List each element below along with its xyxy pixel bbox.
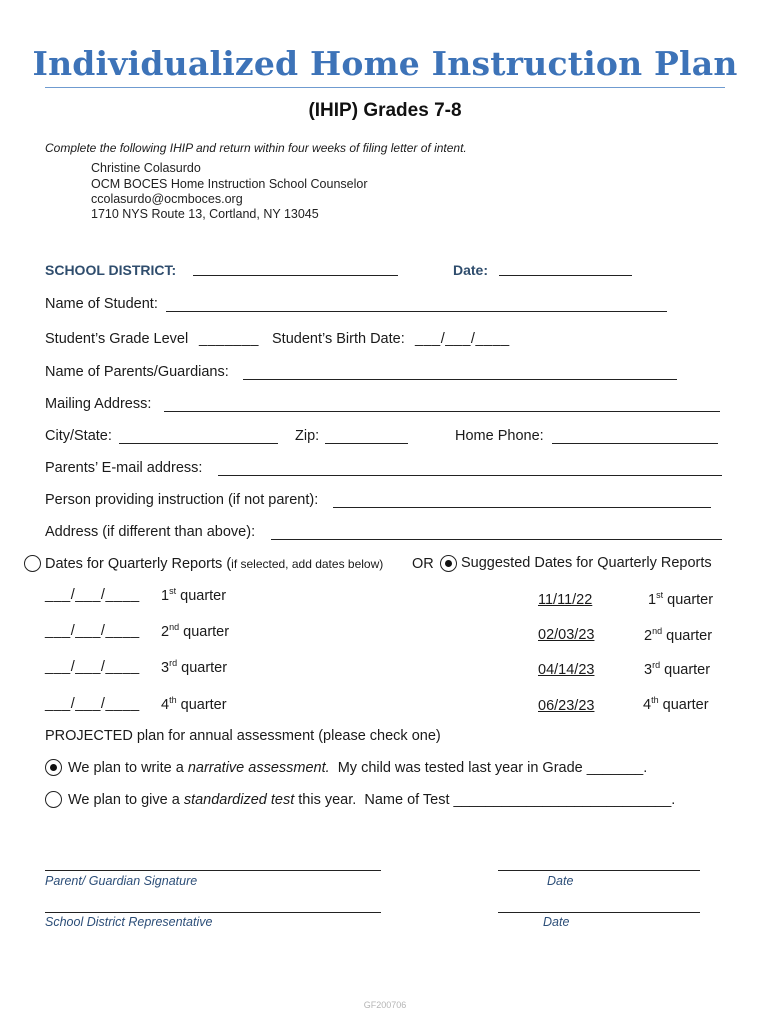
q3-label <box>161 658 227 676</box>
q2-suggested-date: 02/03/23 <box>538 627 595 643</box>
page-subtitle: (IHIP) Grades 7-8 <box>308 100 462 121</box>
q4-label <box>161 695 227 713</box>
q2-s-suffix: nd <box>652 626 663 636</box>
q3-suggested-label <box>644 660 710 678</box>
grade-level-label: Student’s Grade Level <box>45 331 189 347</box>
q1-s-num: 1 <box>648 591 657 608</box>
student-name-field[interactable] <box>166 311 667 312</box>
standardized-pre: We plan to give a <box>68 792 184 808</box>
parents-label: Name of Parents/Guardians: <box>45 364 229 380</box>
q1-num: 1 <box>161 587 170 604</box>
q4-suggested-date: 06/23/23 <box>538 698 595 714</box>
contact-address: 1710 NYS Route 13, Cortland, NY 13045 <box>91 207 319 221</box>
q1-label <box>161 586 226 604</box>
city-state-field[interactable] <box>119 443 278 444</box>
q1-s-suffix: st <box>656 590 664 600</box>
narrative-em: narrative assessment. <box>187 760 330 776</box>
q4-date-field[interactable]: ___/___/____ <box>45 696 140 712</box>
contact-email: ccolasurdo@ocmboces.org <box>91 192 243 206</box>
date-field[interactable] <box>499 275 632 276</box>
parents-email-field[interactable] <box>218 475 722 476</box>
contact-role: OCM BOCES Home Instruction School Counselor <box>91 177 368 191</box>
custom-dates-text: Dates for Quarterly Reports ( <box>45 556 232 572</box>
district-date-field[interactable] <box>498 912 700 913</box>
mailing-address-field[interactable] <box>164 411 720 412</box>
title-divider <box>45 87 725 88</box>
q4-s-word: quarter <box>662 696 709 713</box>
school-district-field[interactable] <box>193 275 398 276</box>
standardized-test-label <box>68 792 675 808</box>
mailing-address-label: Mailing Address: <box>45 396 152 412</box>
district-date-label: Date <box>543 915 570 929</box>
custom-dates-note: if selected, add dates below) <box>231 557 384 571</box>
q3-s-word: quarter <box>664 661 711 678</box>
assessment-heading: PROJECTED plan for annual assessment (please check one) <box>45 728 441 744</box>
custom-dates-radio[interactable] <box>24 555 41 572</box>
suggested-dates-radio-dot <box>445 560 452 567</box>
q2-suffix: nd <box>169 622 180 632</box>
birth-date-label: Student’s Birth Date: <box>272 331 405 347</box>
parent-date-field[interactable] <box>498 870 700 871</box>
q1-date-field[interactable]: ___/___/____ <box>45 587 140 603</box>
city-state-label: City/State: <box>45 428 112 444</box>
q3-word: quarter <box>181 659 228 676</box>
q3-suggested-date: 04/14/23 <box>538 662 595 678</box>
home-phone-label: Home Phone: <box>455 428 544 444</box>
q4-word: quarter <box>180 696 227 713</box>
standardized-test-radio[interactable] <box>45 791 62 808</box>
q1-word: quarter <box>180 587 227 604</box>
page-title: Individualized Home Instruction Plan <box>32 44 738 83</box>
parent-signature-label: Parent/ Guardian Signature <box>45 874 198 888</box>
q3-date-field[interactable]: ___/___/____ <box>45 659 140 675</box>
suggested-dates-radio[interactable] <box>440 555 457 572</box>
parent-date-label: Date <box>547 874 574 888</box>
zip-label: Zip: <box>295 428 320 444</box>
zip-field[interactable] <box>325 443 408 444</box>
q1-suggested-label <box>648 590 713 608</box>
student-name-label: Name of Student: <box>45 296 158 312</box>
date-label: Date: <box>453 262 489 278</box>
narrative-assessment-label <box>68 760 647 776</box>
q4-s-num: 4 <box>643 696 652 713</box>
q4-s-suffix: th <box>651 695 659 705</box>
q4-suffix: th <box>169 695 177 705</box>
standardized-post: this year. Name of Test ___________________________. <box>294 792 676 808</box>
q2-date-field[interactable]: ___/___/____ <box>45 623 140 639</box>
standardized-em: standardized test <box>183 792 295 808</box>
narrative-post: My child was tested last year in Grade _______. <box>329 760 648 776</box>
district-signature-field[interactable] <box>45 912 381 913</box>
q1-suggested-date: 11/11/22 <box>538 592 593 608</box>
parents-field[interactable] <box>243 379 677 380</box>
contact-name: Christine Colasurdo <box>91 161 201 175</box>
q4-num: 4 <box>161 696 170 713</box>
q2-word: quarter <box>183 623 230 640</box>
instructions-text: Complete the following IHIP and return within four weeks of filing letter of intent. <box>45 141 467 155</box>
q2-label <box>161 622 229 640</box>
instructor-field[interactable] <box>333 507 711 508</box>
q1-s-word: quarter <box>667 591 714 608</box>
parents-email-label: Parents’ E-mail address: <box>45 460 203 476</box>
district-signature-label: School District Representative <box>45 915 213 929</box>
home-phone-field[interactable] <box>552 443 718 444</box>
q3-num: 3 <box>161 659 170 676</box>
q3-s-num: 3 <box>644 661 653 678</box>
q2-suggested-label <box>644 626 712 644</box>
narrative-assessment-radio[interactable] <box>45 759 62 776</box>
alt-address-field[interactable] <box>271 539 722 540</box>
school-district-label: SCHOOL DISTRICT: <box>45 262 177 278</box>
q2-s-word: quarter <box>666 627 713 644</box>
q4-suggested-label <box>643 695 709 713</box>
q1-suffix: st <box>169 586 177 596</box>
birth-date-field[interactable]: ___/___/____ <box>415 331 510 347</box>
alt-address-label: Address (if different than above): <box>45 524 256 540</box>
q3-s-suffix: rd <box>652 660 661 670</box>
suggested-dates-label: Suggested Dates for Quarterly Reports <box>461 555 712 571</box>
q2-s-num: 2 <box>644 627 653 644</box>
custom-dates-label <box>45 556 383 572</box>
parent-signature-field[interactable] <box>45 870 381 871</box>
instructor-label: Person providing instruction (if not parent): <box>45 492 319 508</box>
narrative-pre: We plan to write a <box>68 760 188 776</box>
grade-level-field[interactable]: _______ <box>199 331 259 347</box>
narrative-radio-dot <box>50 764 57 771</box>
q3-suffix: rd <box>169 658 178 668</box>
form-code: GF200706 <box>363 1000 407 1010</box>
or-text: OR <box>412 556 434 572</box>
q2-num: 2 <box>161 623 170 640</box>
